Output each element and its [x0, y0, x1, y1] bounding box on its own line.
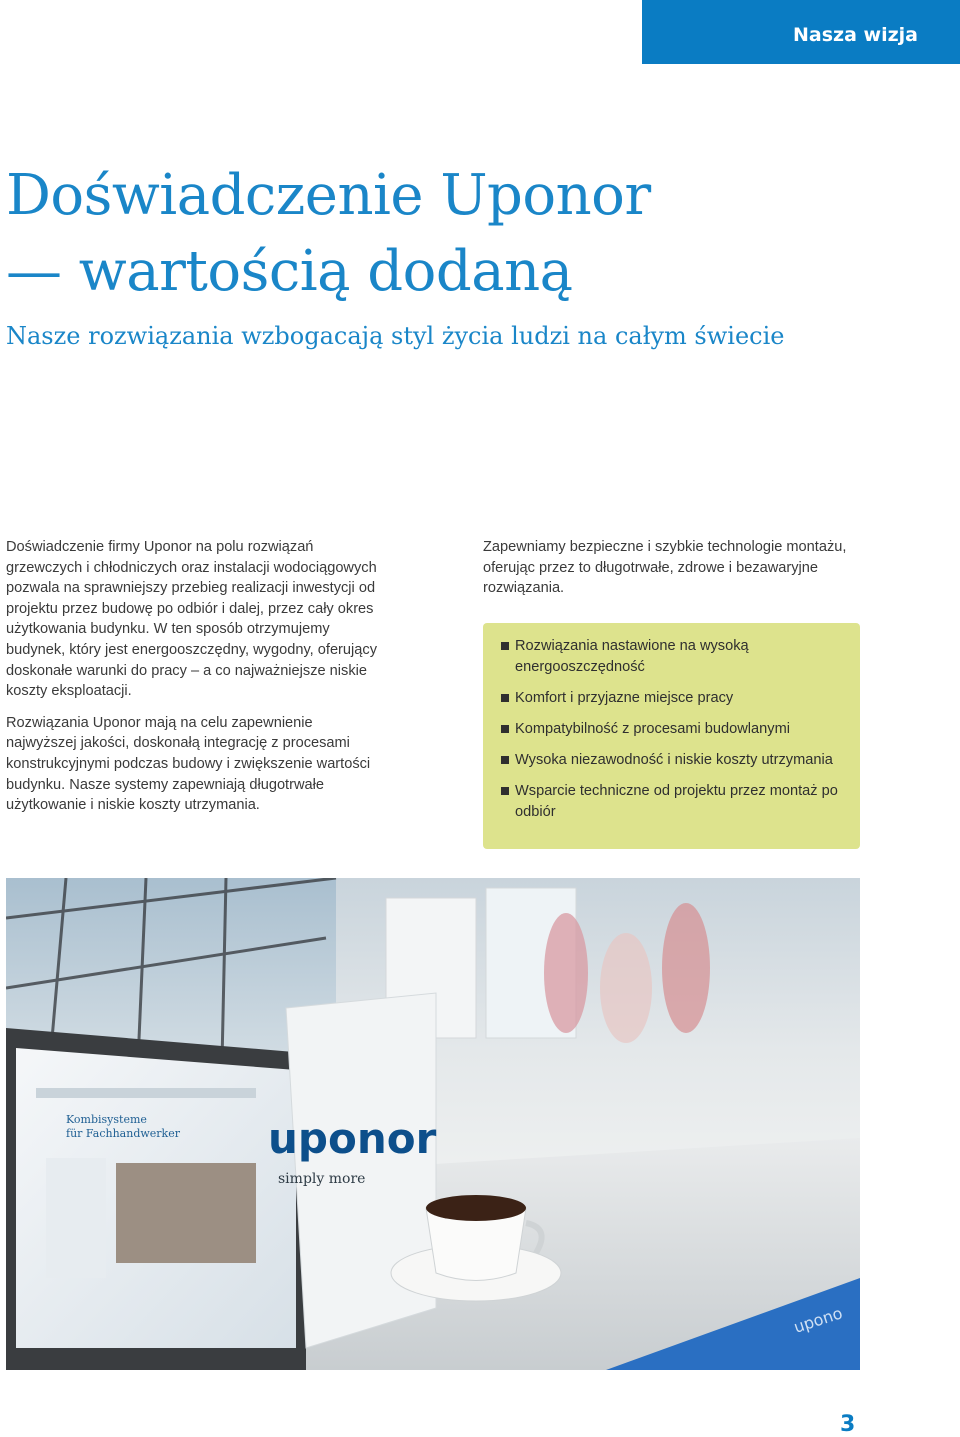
office-photo [6, 878, 860, 1370]
coffee-surface [426, 1195, 526, 1221]
bullet-square-icon [501, 787, 509, 795]
benefit-item [501, 719, 850, 740]
benefits-box [483, 623, 860, 849]
brand-logo-text: uponor [268, 1114, 437, 1163]
browser-toolbar [36, 1088, 256, 1098]
laptop-text-block [46, 1158, 106, 1278]
person-silhouette [544, 913, 588, 1033]
right-intro-paragraph: Zapewniamy bezpieczne i szybkie technologie montażu, oferując przez to długotrwałe, zdrowe i bezawaryjne rozwiązania. [483, 539, 847, 597]
bullet-square-icon [501, 756, 509, 764]
left-paragraph-1: Doświadczenie firmy Uponor na polu rozwiązań grzewczych i chłodniczych oraz instalacji wodociągowych pozwala na sprawniejszy przebieg realizacji inwestycji od projektu przez budowę po odbiór i dalej, przez cały okres użytkowania budynku. W ten sposób otrzymujemy budynek, który jest energooszczędny, wygodny, oferujący doskonałe warunki do pracy – a co najważniejsze niskie koszty eksploatacji. [6, 539, 377, 700]
benefit-item [501, 636, 850, 678]
benefit-text: Wysoka niezawodność i niskie koszty utrzymania [515, 752, 833, 768]
page-number: 3 [840, 1412, 856, 1437]
benefit-item [501, 781, 850, 823]
page-subtitle: Nasze rozwiązania wzbogacają styl życia ludzi na całym świecie [6, 322, 785, 350]
brand-tagline: simply more [278, 1171, 366, 1187]
laptop-photo-thumbnail [116, 1163, 256, 1263]
bullet-square-icon [501, 725, 509, 733]
bullet-square-icon [501, 694, 509, 702]
bullet-square-icon [501, 642, 509, 650]
section-tab: Nasza wizja [642, 0, 960, 64]
left-paragraph-2: Rozwiązania Uponor mają na celu zapewnienie najwyższej jakości, doskonałą integrację z procesami konstrukcyjnymi podczas budowy i zwiększenie wartości budynku. Nasze systemy zapewniają długotrwałe użytkowanie i niskie koszty utrzymania. [6, 714, 371, 814]
benefit-item [501, 688, 850, 709]
office-photo-illustration [6, 878, 860, 1370]
person-silhouette [600, 933, 652, 1043]
page-title-line-2: — wartością dodaną [6, 239, 573, 304]
benefit-item [501, 750, 850, 771]
benefits-list [501, 636, 850, 823]
benefit-text: Rozwiązania nastawione na wysoką energooszczędność [515, 638, 749, 675]
left-column [6, 537, 384, 827]
benefit-text: Komfort i przyjazne miejsce pracy [515, 690, 734, 706]
page-title [6, 158, 651, 310]
laptop-heading-line-2: für Fachhandwerker [66, 1127, 180, 1140]
folder-logo-text: upono [791, 1303, 845, 1337]
person-silhouette [662, 903, 710, 1033]
right-column [483, 537, 855, 610]
benefit-text: Kompatybilność z procesami budowlanymi [515, 721, 790, 737]
benefit-text: Wsparcie techniczne od projektu przez montaż po odbiór [515, 783, 838, 820]
page-title-line-1: Doświadczenie Uponor [6, 163, 651, 228]
laptop-heading-line-1: Kombisysteme [66, 1113, 147, 1126]
